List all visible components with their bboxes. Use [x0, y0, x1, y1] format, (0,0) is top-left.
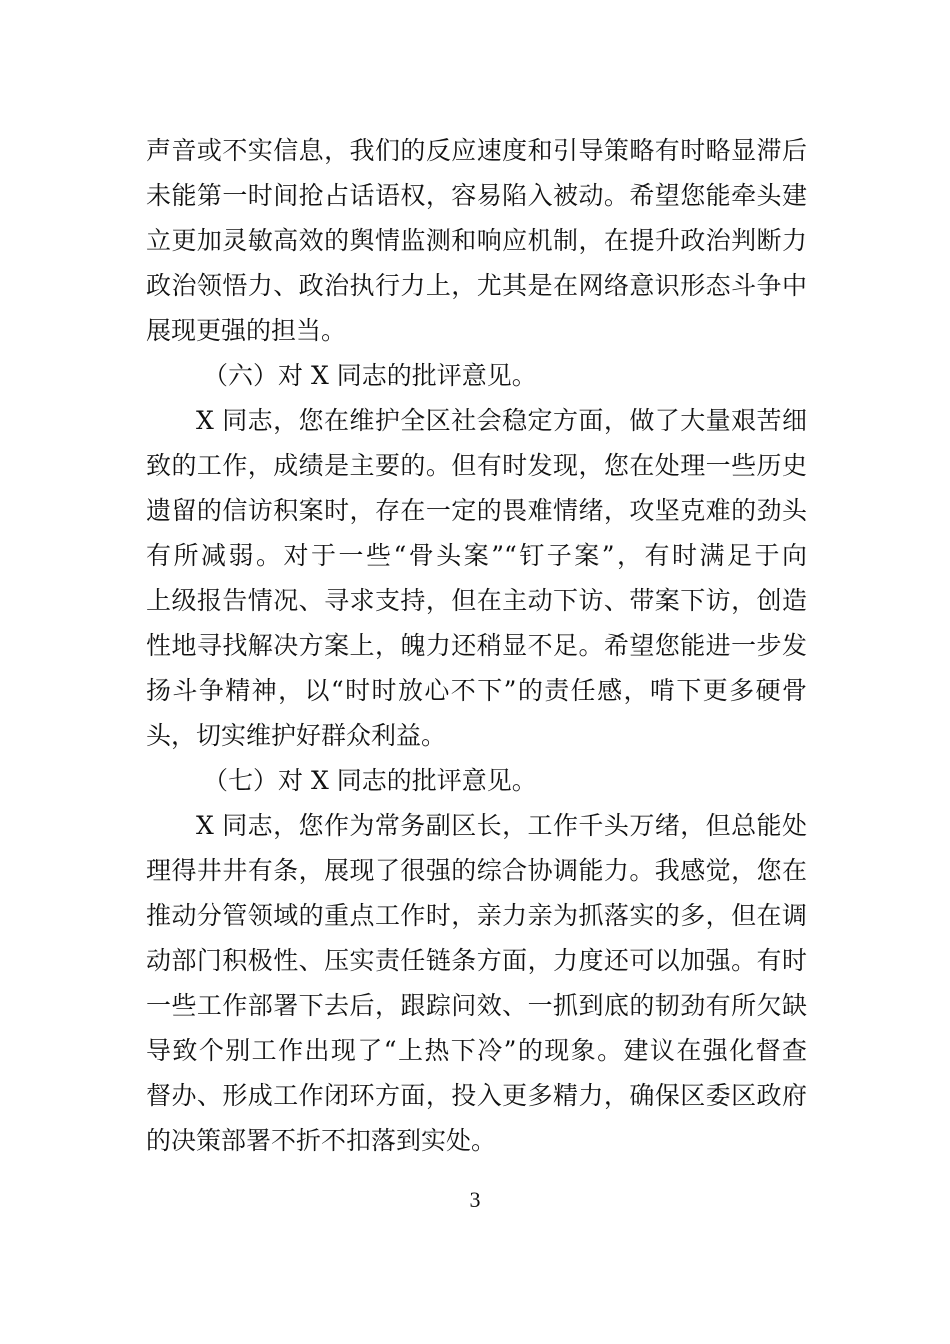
text-line: 展现更强的担当。 [146, 316, 347, 345]
text-line: X 同志，您作为常务副区长，工作千头万绪，但总能处 [196, 811, 807, 840]
text-line: 一些工作部署下去后，跟踪问效、一抓到底的韧劲有所欠缺 [146, 991, 807, 1020]
text-line: 上级报告情况、寻求支持，但在主动下访、带案下访，创造 [146, 586, 807, 615]
text-line: 扬斗争精神，以“时时放心不下”的责任感，啃下更多硬骨 [146, 676, 807, 705]
text-line: 推动分管领域的重点工作时，亲力亲为抓落实的多，但在调 [146, 901, 807, 930]
text-line: 督办、形成工作闭环方面，投入更多精力，确保区委区政府 [146, 1081, 807, 1110]
page-number: 3 [469, 1187, 481, 1212]
section-heading: （六）对 X 同志的批评意见。 [203, 361, 537, 390]
text-line: X 同志，您在维护全区社会稳定方面，做了大量艰苦细 [196, 406, 807, 435]
text-line: 头，切实维护好群众利益。 [146, 721, 447, 750]
text-line: 有所减弱。对于一些“骨头案”“钉子案”，有时满足于向 [146, 541, 807, 570]
section-heading: （七）对 X 同志的批评意见。 [203, 766, 537, 795]
text-line: 致的工作，成绩是主要的。但有时发现，您在处理一些历史 [146, 451, 807, 480]
text-line: 声音或不实信息，我们的反应速度和引导策略有时略显滞后 [146, 136, 807, 165]
text-line: 政治领悟力、政治执行力上，尤其是在网络意识形态斗争中 [146, 271, 807, 300]
text-line: 的决策部署不折不扣落到实处。 [146, 1126, 497, 1155]
text-line: 遗留的信访积案时，存在一定的畏难情绪，攻坚克难的劲头 [146, 496, 807, 525]
text-line: 未能第一时间抢占话语权，容易陷入被动。希望您能牵头建 [146, 181, 807, 210]
text-line: 性地寻找解决方案上，魄力还稍显不足。希望您能进一步发 [146, 631, 807, 660]
text-line: 立更加灵敏高效的舆情监测和响应机制，在提升政治判断力 [146, 226, 807, 255]
text-line: 理得井井有条，展现了很强的综合协调能力。我感觉，您在 [146, 856, 807, 885]
text-line: 动部门积极性、压实责任链条方面，力度还可以加强。有时 [146, 946, 807, 975]
text-line: 导致个别工作出现了“上热下冷”的现象。建议在强化督查 [146, 1036, 807, 1065]
